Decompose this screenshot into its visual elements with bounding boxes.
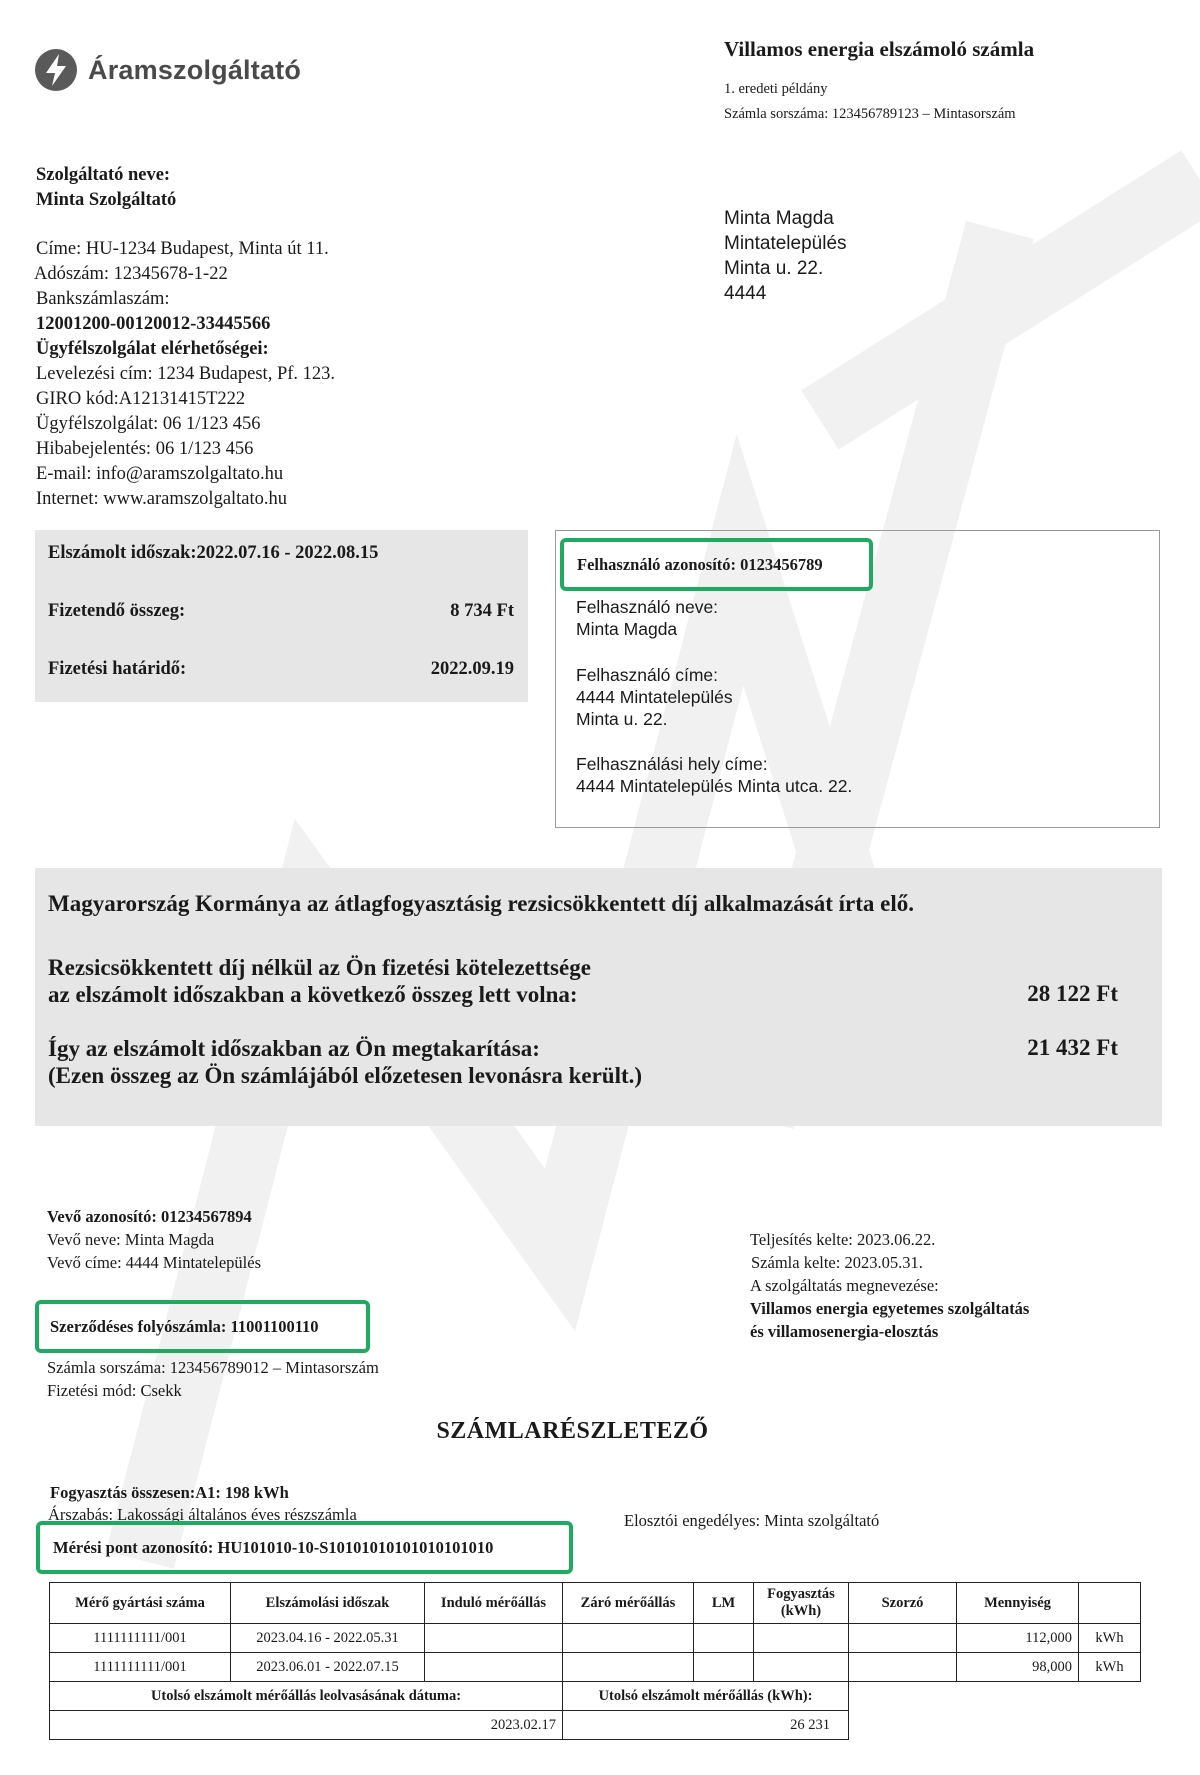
logo-name: Áramszolgáltató	[88, 54, 302, 85]
table-cell	[694, 1624, 754, 1653]
meter-point-id: Mérési pont azonosító: HU101010-10-S10101010101010101010	[53, 1537, 494, 1557]
table-header: LM	[694, 1583, 754, 1624]
gov-headline: Magyarország Kormánya az átlagfogyasztásig rezsicsökkentett díj alkalmazását írta elő.	[48, 891, 914, 916]
fulfilment-date: Teljesítés kelte: 2023.06.22.	[750, 1230, 936, 1249]
table-cell: 1111111111/001	[50, 1624, 231, 1653]
gov-value1: 28 122 Ft	[1027, 981, 1118, 1006]
table-cell: kWh	[1079, 1653, 1141, 1682]
table-header: Mennyiség	[957, 1583, 1079, 1624]
table-header: Elszámolási időszak	[231, 1583, 425, 1624]
user-address-label: Felhasználó címe:	[576, 665, 719, 685]
table-cell	[425, 1653, 563, 1682]
invoice-number: Számla sorszáma: 123456789123 – Mintasorszám	[724, 106, 1016, 122]
table-header: Induló mérőállás	[425, 1583, 563, 1624]
site-address: 4444 Mintatelepülés Minta utca. 22.	[576, 776, 853, 796]
last-reading-value-label: Utolsó elszámolt mérőállás (kWh):	[563, 1682, 849, 1711]
table-cell: 2023.06.01 - 2022.07.15	[231, 1653, 425, 1682]
table-header: Záró mérőállás	[563, 1583, 694, 1624]
last-reading-label-row	[50, 1682, 1141, 1711]
table-spacer	[849, 1682, 1141, 1711]
recipient-line: Mintatelepülés	[724, 233, 847, 254]
buyer-invoice-number: Számla sorszáma: 123456789012 – Mintasorszám	[47, 1358, 379, 1377]
table-cell	[849, 1653, 957, 1682]
invoice-date: Számla kelte: 2023.05.31.	[751, 1253, 923, 1272]
support-label: Ügyfélszolgálat elérhetőségei:	[36, 339, 269, 359]
table-cell	[694, 1653, 754, 1682]
provider-bank: 12001200-00120012-33445566	[36, 314, 271, 334]
summary-amount-label: Fizetendő összeg:	[48, 601, 186, 621]
table-cell	[754, 1653, 849, 1682]
table-row	[50, 1624, 1141, 1653]
details-title: SZÁMLARÉSZLETEZŐ	[436, 1418, 709, 1444]
table-cell: kWh	[1079, 1624, 1141, 1653]
provider-email: E-mail: info@aramszolgaltato.hu	[36, 464, 284, 484]
user-id-highlight	[560, 538, 873, 591]
table-header-row	[50, 1583, 1141, 1624]
gov-line3: Így az elszámolt időszakban az Ön megtakarítása:	[48, 1036, 540, 1061]
table-header: Szorzó	[849, 1583, 957, 1624]
recipient-line: Minta u. 22.	[724, 258, 824, 279]
table-header	[1079, 1583, 1141, 1624]
provider-tax: Adószám: 12345678-1-22	[34, 264, 228, 284]
table-header: Fogyasztás (kWh)	[754, 1583, 849, 1624]
recipient-line: 4444	[724, 283, 767, 304]
service-name-line1: Villamos energia egyetemes szolgáltatás	[750, 1299, 1030, 1318]
user-address-line1: 4444 Mintatelepülés	[576, 687, 733, 707]
user-address-line2: Minta u. 22.	[576, 709, 668, 729]
table-cell	[849, 1624, 957, 1653]
buyer-name: Vevő neve: Minta Magda	[47, 1230, 215, 1249]
summary-period-row	[48, 543, 514, 564]
gov-line1: Rezsicsökkentett díj nélkül az Ön fizetési kötelezettsége	[48, 955, 591, 980]
gov-line2: az elszámolt időszakban a következő összeg lett volna:	[48, 982, 578, 1007]
table-cell	[425, 1624, 563, 1653]
table-cell: 1111111111/001	[50, 1653, 231, 1682]
buyer-id: Vevő azonosító: 01234567894	[47, 1207, 252, 1226]
provider-mail: Levelezési cím: 1234 Budapest, Pf. 123.	[36, 364, 336, 384]
provider-bank-label: Bankszámlaszám:	[36, 289, 170, 309]
provider-fault: Hibabejelentés: 06 1/123 456	[36, 439, 254, 459]
meter-point-highlight	[36, 1521, 573, 1574]
contract-account: Szerződéses folyószámla: 11001100110	[50, 1316, 319, 1336]
table-cell	[754, 1624, 849, 1653]
summary-box	[35, 530, 528, 702]
last-reading-date-label: Utolsó elszámolt mérőállás leolvasásának dátuma:	[50, 1682, 563, 1711]
bolt-circle-icon	[34, 48, 78, 92]
last-reading-value-row	[50, 1711, 1141, 1740]
payment-method: Fizetési mód: Csekk	[47, 1381, 182, 1400]
recipient-address	[724, 206, 847, 306]
government-notice	[35, 868, 1162, 1126]
site-address-label: Felhasználási hely címe:	[576, 754, 768, 774]
logo	[34, 48, 301, 92]
service-name-line2: és villamosenergia-elosztás	[750, 1322, 939, 1341]
table-spacer	[849, 1711, 1141, 1740]
summary-amount: 8 734 Ft	[450, 601, 514, 621]
provider-giro: GIRO kód:A12131415T222	[36, 389, 246, 409]
recipient-line: Minta Magda	[724, 208, 834, 229]
contract-account-highlight	[35, 1300, 370, 1353]
provider-web: Internet: www.aramszolgaltato.hu	[36, 489, 288, 509]
consumption-total: Fogyasztás összesen:A1: 198 kWh	[50, 1483, 289, 1502]
table-cell	[563, 1624, 694, 1653]
service-label: A szolgáltatás megnevezése:	[750, 1276, 939, 1295]
gov-value2: 21 432 Ft	[1027, 1035, 1118, 1060]
table-cell: 2023.04.16 - 2022.05.31	[231, 1624, 425, 1653]
user-name-label: Felhasználó neve:	[576, 597, 719, 617]
invoice-title: Villamos energia elszámoló számla	[724, 37, 1035, 61]
summary-amount-row	[48, 601, 514, 622]
provider-address: Címe: HU-1234 Budapest, Minta út 11.	[36, 239, 329, 259]
table-cell: 112,000	[957, 1624, 1079, 1653]
user-id: Felhasználó azonosító: 0123456789	[577, 554, 823, 574]
table-cell	[563, 1653, 694, 1682]
provider-name: Minta Szolgáltató	[36, 190, 177, 210]
summary-due-label: Fizetési határidő:	[48, 659, 187, 679]
meter-table	[49, 1582, 1141, 1740]
table-header: Mérő gyártási száma	[50, 1583, 231, 1624]
last-reading-value: 26 231	[563, 1711, 849, 1740]
summary-period: Elszámolt időszak:2022.07.16 - 2022.08.15	[48, 543, 379, 563]
summary-due-row	[48, 659, 514, 680]
user-name: Minta Magda	[576, 619, 678, 639]
provider-label: Szolgáltató neve:	[36, 165, 171, 185]
distributor: Elosztói engedélyes: Minta szolgáltató	[624, 1511, 880, 1530]
buyer-address: Vevő címe: 4444 Mintatelepülés	[47, 1253, 261, 1272]
summary-due: 2022.09.19	[430, 659, 514, 679]
tariff: Árszabás: Lakossági általános éves részszámla	[48, 1505, 357, 1524]
gov-line4: (Ezen összeg az Ön számlájából előzetesen levonásra került.)	[48, 1063, 643, 1088]
table-cell: 98,000	[957, 1653, 1079, 1682]
last-reading-date: 2023.02.17	[50, 1711, 563, 1740]
provider-service: Ügyfélszolgálat: 06 1/123 456	[36, 414, 261, 434]
invoice-copy: 1. eredeti példány	[724, 81, 828, 97]
table-row	[50, 1653, 1141, 1682]
